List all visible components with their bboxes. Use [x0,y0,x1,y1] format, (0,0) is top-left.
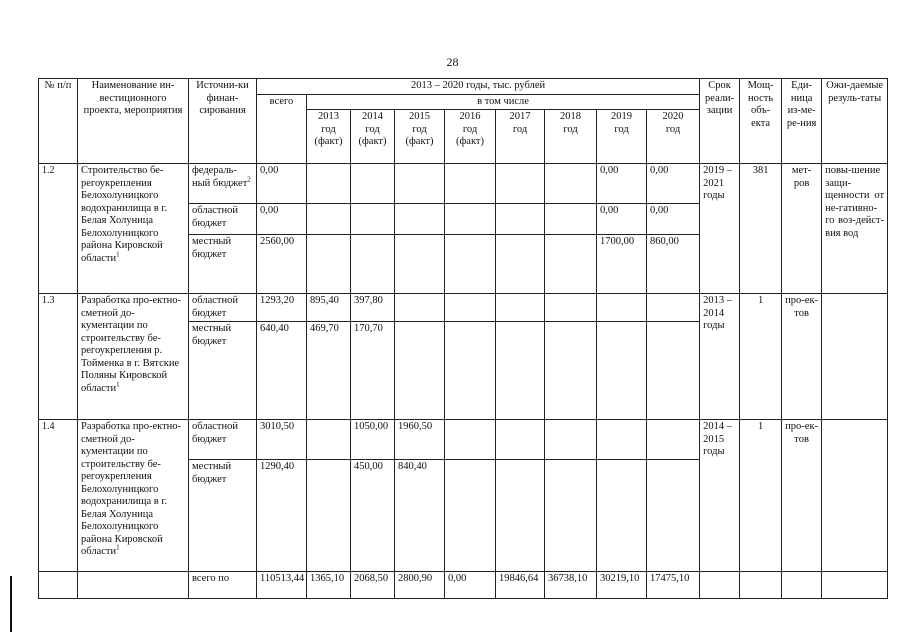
amount-2015: 1960,50 [395,420,445,460]
amount-total: 0,00 [257,164,307,204]
header-year-value: 2019 [611,111,632,122]
amount-2017 [496,204,545,235]
amount-2017 [496,420,545,460]
funding-source-text: местный бюджет [192,323,232,347]
header-year-value: 2017 [509,111,531,122]
project-capacity: 1 [740,420,782,572]
header-year-value: 2014 [362,111,383,122]
header-year-2019 [597,110,647,164]
amount-2016 [445,460,496,572]
total-2014: 2068,50 [351,572,395,599]
amount-2018 [545,235,597,294]
project-results [822,420,888,572]
header-year-2020 [647,110,700,164]
amount-2018 [545,204,597,235]
amount-2016 [445,420,496,460]
amount-2017 [496,460,545,572]
header-year-fact: (факт) [314,136,343,147]
header-period: 2013 – 2020 годы, тыс. рублей [257,79,700,95]
total-empty [782,572,822,599]
amount-2016 [445,235,496,294]
amount-2013 [307,204,351,235]
total-2016: 0,00 [445,572,496,599]
amount-2016 [445,204,496,235]
header-results: Ожи-даемые резуль-таты [822,79,888,164]
project-name-text: Разработка про-ектно-сметной до-кументации по строительству бе-регоукрепления р. Тойменка в г. Вятские Поляны Кировской области [81,295,182,394]
header-year-2017 [496,110,545,164]
project-unit: мет-ров [782,164,822,294]
funding-source-text: местный бюджет [192,461,232,485]
header-year-unit: год [321,123,336,135]
project-name-footnote: 1 [116,250,120,258]
project-capacity: 1 [740,294,782,420]
funding-source-footnote: 2 [247,175,251,183]
header-source: Источни-ки финан-сирования [189,79,257,164]
funding-source [189,420,257,460]
amount-2018 [545,420,597,460]
project-name [78,420,189,572]
funding-source-text: местный бюджет [192,236,232,260]
total-2019: 30219,10 [597,572,647,599]
funding-source [189,294,257,322]
project-unit: про-ек-тов [782,294,822,420]
project-name-text: Разработка про-ектно-сметной до-кументации по строительству бе-регоукрепления Белохолуницкого водохранилища в г. Белая Холуница Белохолуницкого района Кировской области [81,421,182,557]
table-row [39,420,888,460]
amount-2015: 840,40 [395,460,445,572]
header-year-fact: (факт) [405,136,434,147]
amount-2019 [597,460,647,572]
project-num: 1.2 [39,164,78,294]
amount-2017 [496,164,545,204]
header-total: всего [257,94,307,164]
project-name-footnote: 1 [116,380,120,388]
project-num: 1.4 [39,420,78,572]
amount-2013 [307,460,351,572]
header-capacity: Мощ-ность объ-екта [740,79,782,164]
header-year-unit: год [512,123,528,135]
amount-2015 [395,164,445,204]
table-row [39,164,888,204]
header-year-value: 2013 [318,111,339,122]
page-number: 28 [446,55,459,69]
amount-2018 [545,164,597,204]
header-unit: Еди-ница из-ме-ре-ния [782,79,822,164]
funding-source [189,322,257,420]
total-sum: 110513,44 [257,572,307,599]
header-year-unit: год [412,123,427,135]
project-term: 2014 – 2015 годы [700,420,740,572]
funding-source [189,164,257,204]
amount-2017 [496,322,545,420]
amount-total: 640,40 [257,322,307,420]
amount-total: 0,00 [257,204,307,235]
amount-2020 [647,322,700,420]
amount-2020 [647,294,700,322]
header-year-2018 [545,110,597,164]
amount-2015 [395,294,445,322]
header-year-value: 2020 [662,111,684,122]
amount-2013: 469,70 [307,322,351,420]
total-empty [700,572,740,599]
project-name [78,164,189,294]
amount-2019: 0,00 [597,164,647,204]
funding-source [189,235,257,294]
header-year-value: 2015 [409,111,430,122]
header-year-fact: (факт) [455,136,484,147]
header-year-2015 [395,110,445,164]
header-year-2013 [307,110,351,164]
funding-source [189,204,257,235]
amount-2016 [445,164,496,204]
amount-2018 [545,322,597,420]
project-name [78,294,189,420]
amount-2013: 895,40 [307,294,351,322]
amount-2020 [647,460,700,572]
total-row [39,572,888,599]
amount-2018 [545,460,597,572]
project-results: повы-шение защи-щенности от не-гативно-го воз-дейст-вия вод [822,164,888,294]
funding-source-text: областной бюджет [192,421,238,445]
amount-2013 [307,235,351,294]
header-num: № п/п [39,79,78,164]
amount-2019 [597,420,647,460]
investment-projects-table [38,78,888,599]
amount-2014: 1050,00 [351,420,395,460]
amount-2019: 1700,00 [597,235,647,294]
total-empty [740,572,782,599]
amount-2015 [395,322,445,420]
header-year-fact: (факт) [358,136,387,147]
amount-2013 [307,420,351,460]
amount-2014: 397,80 [351,294,395,322]
header-year-value: 2018 [560,111,581,122]
amount-total: 1290,40 [257,460,307,572]
project-results [822,294,888,420]
margin-mark [10,576,12,632]
header-year-unit: год [563,123,578,135]
header-name: Наименование ин-вестиционного проекта, мероприятия [78,79,189,164]
funding-source-text: областной бюджет [192,205,238,229]
total-label: всего по [189,572,257,599]
header-year-unit: год [365,123,380,135]
amount-2018 [545,294,597,322]
funding-source-text: областной бюджет [192,295,238,319]
total-2020: 17475,10 [647,572,700,599]
amount-2019 [597,322,647,420]
amount-2014 [351,235,395,294]
amount-2014 [351,204,395,235]
amount-2017 [496,294,545,322]
amount-total: 3010,50 [257,420,307,460]
project-name-text: Строительство бе-регоукрепления Белохолуницкого водохранилища в г. Белая Холуница Белохолуницкого района Кировской области [81,165,168,264]
amount-2015 [395,204,445,235]
project-unit: про-ек-тов [782,420,822,572]
total-name [78,572,189,599]
amount-2020: 0,00 [647,164,700,204]
amount-2014: 170,70 [351,322,395,420]
amount-2013 [307,164,351,204]
project-term: 2013 – 2014 годы [700,294,740,420]
header-year-unit: год [614,123,629,135]
project-num: 1.3 [39,294,78,420]
total-empty [822,572,888,599]
project-term: 2019 – 2021 годы [700,164,740,294]
amount-total: 1293,20 [257,294,307,322]
header-year-2016 [445,110,496,164]
project-capacity: 381 [740,164,782,294]
total-2015: 2800,90 [395,572,445,599]
header-including: в том числе [307,94,700,110]
header-year-2014 [351,110,395,164]
header-term: Срок реали-зации [700,79,740,164]
amount-2019 [597,294,647,322]
amount-2020 [647,420,700,460]
total-2018: 36738,10 [545,572,597,599]
amount-2015 [395,235,445,294]
total-2017: 19846,64 [496,572,545,599]
table-row [39,294,888,322]
funding-source-text: федераль-ный бюджет [192,165,248,189]
project-name-footnote: 1 [116,543,120,552]
header-year-unit: год [665,123,681,135]
amount-2016 [445,294,496,322]
total-num [39,572,78,599]
amount-2014: 450,00 [351,460,395,572]
header-year-unit: год [462,123,478,135]
amount-2014 [351,164,395,204]
amount-2016 [445,322,496,420]
amount-2019: 0,00 [597,204,647,235]
amount-2020: 860,00 [647,235,700,294]
total-2013: 1365,10 [307,572,351,599]
funding-source [189,460,257,572]
amount-total: 2560,00 [257,235,307,294]
amount-2017 [496,235,545,294]
header-year-value: 2016 [459,111,481,122]
amount-2020: 0,00 [647,204,700,235]
